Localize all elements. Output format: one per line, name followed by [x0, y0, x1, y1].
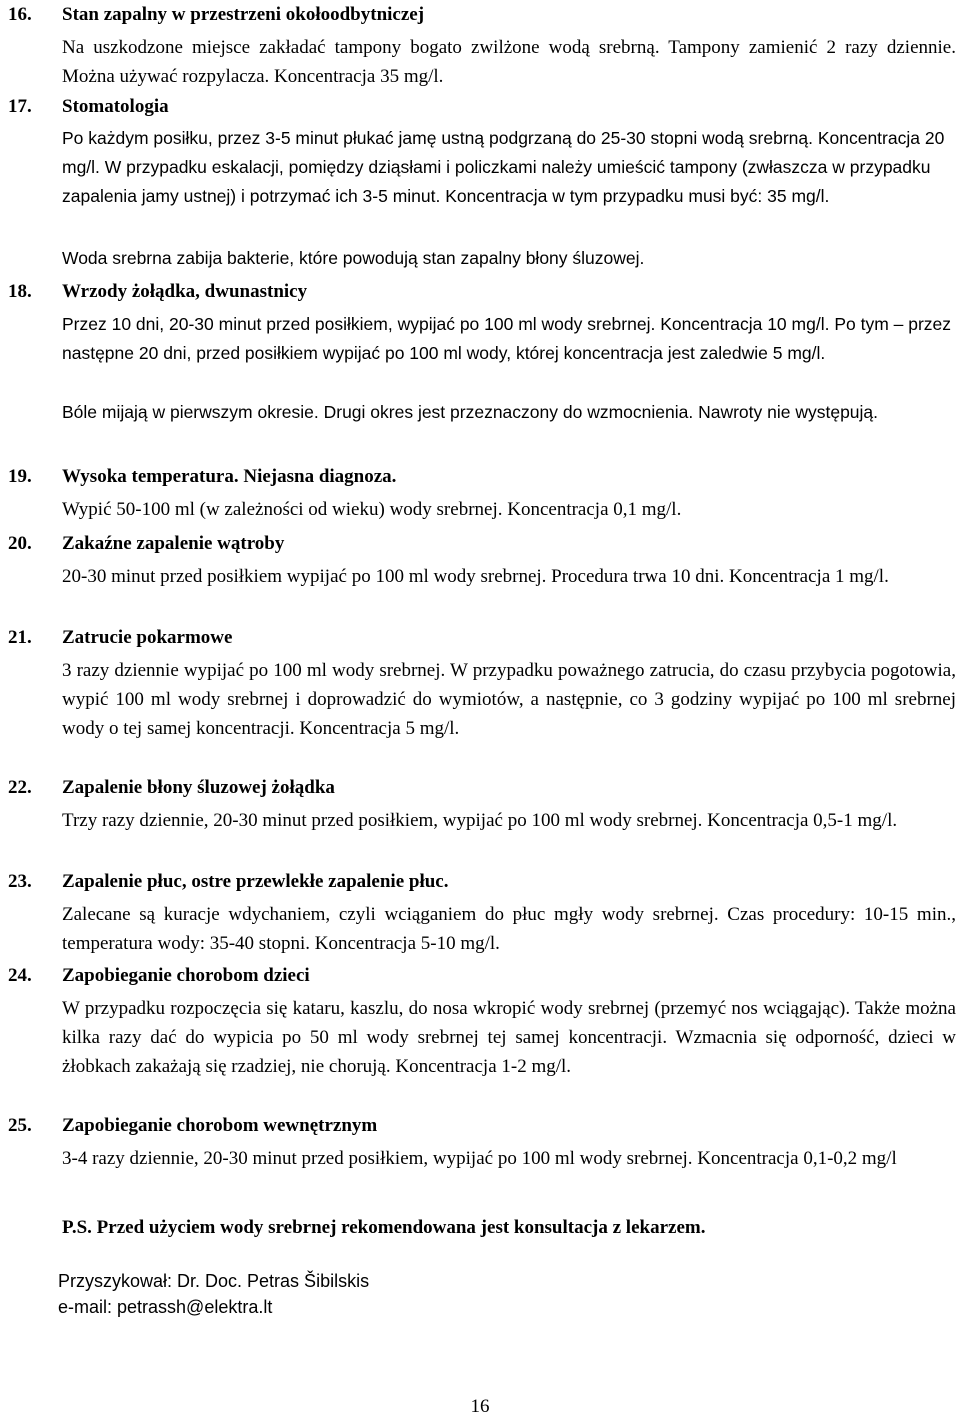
section-paragraph: Bóle mijają w pierwszym okresie. Drugi okres jest przeznaczony do wzmocnienia. Nawroty nie występują.: [62, 402, 879, 422]
section-number: 16.: [8, 4, 32, 25]
section-title: Wrzody żołądka, dwunastnicy: [62, 281, 308, 302]
section-title: Zapalenie błony śluzowej żołądka: [62, 777, 335, 798]
section-title: Stomatologia: [62, 96, 169, 117]
section-number: 19.: [8, 466, 32, 487]
section-paragraph: Zalecane są kuracje wdychaniem, czyli wciąganiem do płuc mgły wody srebrnej. Czas procedury: 10-15 min., temperatura wody: 35-40 stopni. Koncentracja 5-10 mg/l.: [62, 904, 956, 954]
section-title: Zapobieganie chorobom dzieci: [62, 965, 310, 986]
section-paragraph: 3 razy dziennie wypijać po 100 ml wody srebrnej. W przypadku poważnego zatrucia, do czasu przybycia pogotowia, wypić 100 ml wody srebrnej i doprowadzić do wymiotów, a następnie, co 3 godziny wypijać po 100 ml srebrnej wody o tej samej koncentracji. Koncentracja 5 mg/l.: [62, 660, 956, 739]
section-title: Zapobieganie chorobom wewnętrznym: [62, 1115, 378, 1136]
section-number: 17.: [8, 96, 32, 117]
section-title: Zapalenie płuc, ostre przewlekłe zapalenie płuc.: [62, 871, 449, 892]
section-number: 20.: [8, 533, 32, 554]
section-paragraph: W przypadku rozpoczęcia się kataru, kaszlu, do nosa wkropić wody srebrnej (przemyć nos wciągając). Także można kilka razy dać do wypicia po 50 ml wody srebrnej tej samej koncentracji. Wzmacnia się odporność, dzieci w żłobkach zakażają się rzadziej, nie chorują. Koncentracja 1-2 mg/l.: [62, 998, 956, 1077]
section-paragraph: Po każdym posiłku, przez 3-5 minut płukać jamę ustną podgrzaną do 25-30 stopni wodą srebrną. Koncentracja 20 mg/l. W przypadku eskalacji, pomiędzy dziąsłami i policzkami należy umieścić tampony (zwłaszcza w przypadku zapalenia jamy ustnej) i potrzymać ich 3-5 minut. Koncentracja w tym przypadku musi być: 35 mg/l.: [62, 128, 945, 206]
section-title: Zakaźne zapalenie wątroby: [62, 533, 285, 554]
author-email: e-mail: petrassh@elektra.lt: [58, 1297, 273, 1317]
section-paragraph: 20-30 minut przed posiłkiem wypijać po 100 ml wody srebrnej. Procedura trwa 10 dni. Koncentracja 1 mg/l.: [62, 566, 889, 587]
section-number: 18.: [8, 281, 32, 302]
section-paragraph: Trzy razy dziennie, 20-30 minut przed posiłkiem, wypijać po 100 ml wody srebrnej. Koncentracja 0,5-1 mg/l.: [62, 810, 898, 831]
page-number: 16: [470, 1396, 490, 1417]
section-title: Wysoka temperatura. Niejasna diagnoza.: [62, 466, 397, 487]
section-paragraph: Na uszkodzone miejsce zakładać tampony bogato zwilżone wodą srebrną. Tampony zamienić 2 razy dziennie. Można używać rozpylacza. Koncentracja 35 mg/l.: [62, 37, 956, 87]
section-paragraph: Woda srebrna zabija bakterie, które powodują stan zapalny błony śluzowej.: [62, 248, 645, 268]
section-number: 21.: [8, 627, 32, 648]
section-paragraph: Przez 10 dni, 20-30 minut przed posiłkiem, wypijać po 100 ml wody srebrnej. Koncentracja 10 mg/l. Po tym – przez następne 20 dni, przed posiłkiem wypijać po 100 ml wody, której koncentracja jest zaledwie 5 mg/l.: [62, 314, 952, 363]
section-title: Zatrucie pokarmowe: [62, 627, 233, 648]
author-credit: Przyszykował: Dr. Doc. Petras Šibilskis: [58, 1271, 370, 1291]
section-paragraph: 3-4 razy dziennie, 20-30 minut przed posiłkiem, wypijać po 100 ml wody srebrnej. Koncentracja 0,1-0,2 mg/l: [62, 1148, 897, 1169]
section-number: 23.: [8, 871, 32, 892]
postscript-note: P.S. Przed użyciem wody srebrnej rekomendowana jest konsultacja z lekarzem.: [62, 1217, 706, 1238]
section-number: 24.: [8, 965, 32, 986]
section-number: 22.: [8, 777, 32, 798]
section-paragraph: Wypić 50-100 ml (w zależności od wieku) wody srebrnej. Koncentracja 0,1 mg/l.: [62, 499, 682, 520]
section-title: Stan zapalny w przestrzeni okołoodbytniczej: [62, 4, 425, 25]
section-number: 25.: [8, 1115, 32, 1136]
